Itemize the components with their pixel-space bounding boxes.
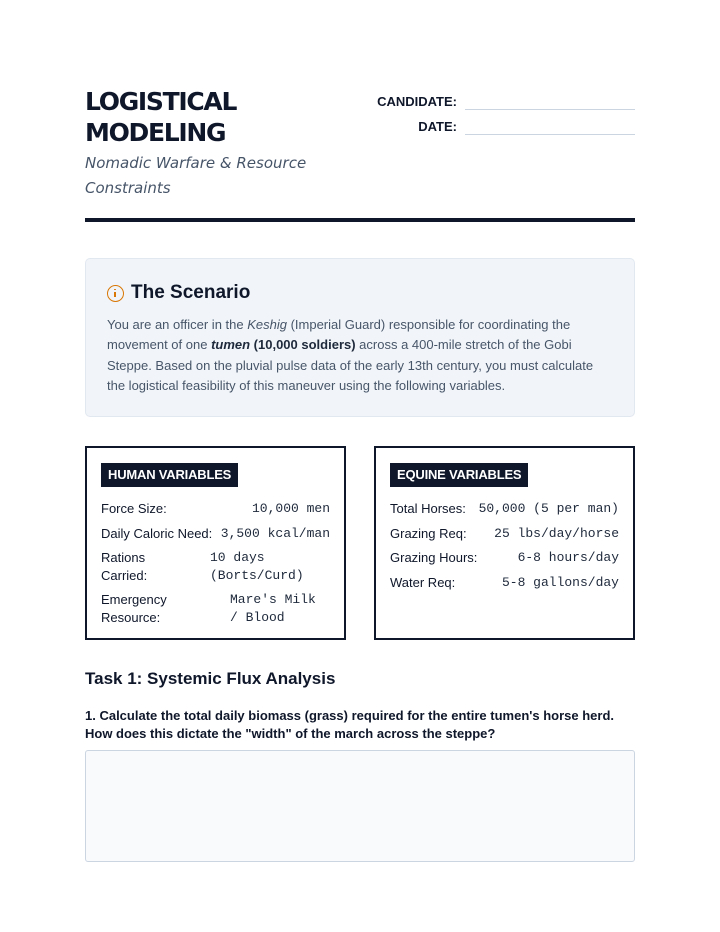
- variable-row-total-horses: [390, 500, 619, 518]
- date-row: [375, 111, 635, 135]
- soldiers-count: (10,000 soldiers): [250, 337, 356, 353]
- variable-row-rations: [101, 549, 330, 584]
- variable-value: 25 lbs/day/horse: [494, 525, 619, 541]
- tumen-term: tumen: [211, 337, 251, 353]
- variable-value: 3,500 kcal/man: [220, 525, 330, 541]
- scenario-text-2: (Imperial Guard) responsible for coordinating the movement of one: [107, 317, 571, 353]
- variable-label: Total Horses:: [390, 501, 466, 516]
- date-field[interactable]: [465, 117, 635, 135]
- variable-value: 10 days (Borts/Curd): [210, 550, 304, 583]
- human-variables-box: [85, 446, 346, 640]
- scenario-title: The Scenario: [131, 282, 251, 303]
- variable-row-water-req: [390, 574, 619, 592]
- task-title: Task 1: Systemic Flux Analysis: [85, 669, 336, 688]
- variable-value: 50,000 (5 per man): [478, 501, 619, 516]
- human-variables-tag: HUMAN VARIABLES: [101, 463, 238, 487]
- variable-label: Force Size:: [101, 501, 167, 516]
- candidate-fields: [375, 86, 635, 136]
- scenario-text-1: You are an officer in the: [107, 317, 248, 332]
- variable-value: 5-8 gallons/day: [501, 574, 619, 590]
- variable-row-grazing-req: [390, 525, 619, 543]
- equine-variables-box: [374, 446, 635, 640]
- header-divider: [85, 218, 635, 222]
- scenario-text: [107, 315, 613, 396]
- page-subtitle: Nomadic Warfare & Resource Constraints: [85, 154, 307, 197]
- scenario-panel: [85, 258, 635, 417]
- equine-variables-list: [390, 500, 619, 591]
- document-header: [85, 86, 635, 226]
- info-icon: [107, 285, 124, 302]
- task-question: 1. Calculate the total daily biomass (grass) required for the entire tumen's horse herd. How does this dictate the "width" of the march across the steppe?: [85, 708, 615, 741]
- answer-field[interactable]: [85, 750, 635, 862]
- variable-value: Mare's Milk / Blood: [230, 592, 316, 625]
- scenario-text-3: across a 400-mile stretch of the Gobi Steppe. Based on the pluvial pulse data of the early 13th century, you must calculate the logistical feasibility of this maneuver using the following variables.: [107, 337, 594, 393]
- variable-row-emergency: [101, 591, 330, 626]
- date-label: DATE:: [418, 119, 457, 134]
- title-line-2: MODELING: [85, 118, 226, 147]
- variable-label: Daily Caloric Need:: [101, 525, 213, 541]
- title-line-1: LOGISTICAL: [85, 87, 237, 116]
- variable-row-caloric-need: [101, 525, 330, 543]
- page-title: [85, 86, 325, 148]
- candidate-label: CANDIDATE:: [377, 94, 457, 109]
- candidate-row: [375, 86, 635, 110]
- variable-label: Water Req:: [390, 574, 456, 590]
- variable-label: Rations Carried:: [101, 550, 148, 583]
- variable-row-grazing-hours: [390, 549, 619, 567]
- equine-variables-tag: EQUINE VARIABLES: [390, 463, 528, 487]
- candidate-field[interactable]: [465, 92, 635, 110]
- variable-value: 10,000 men: [251, 501, 330, 516]
- variable-label: Emergency Resource:: [101, 592, 167, 625]
- human-variables-list: [101, 500, 330, 626]
- variable-row-force-size: [101, 500, 330, 518]
- keshig-term: Keshig: [247, 317, 287, 332]
- variable-value: 6-8 hours/day: [517, 550, 619, 565]
- scenario-header: [107, 281, 613, 305]
- variable-label: Grazing Req:: [390, 525, 467, 541]
- variable-label: Grazing Hours:: [390, 550, 478, 565]
